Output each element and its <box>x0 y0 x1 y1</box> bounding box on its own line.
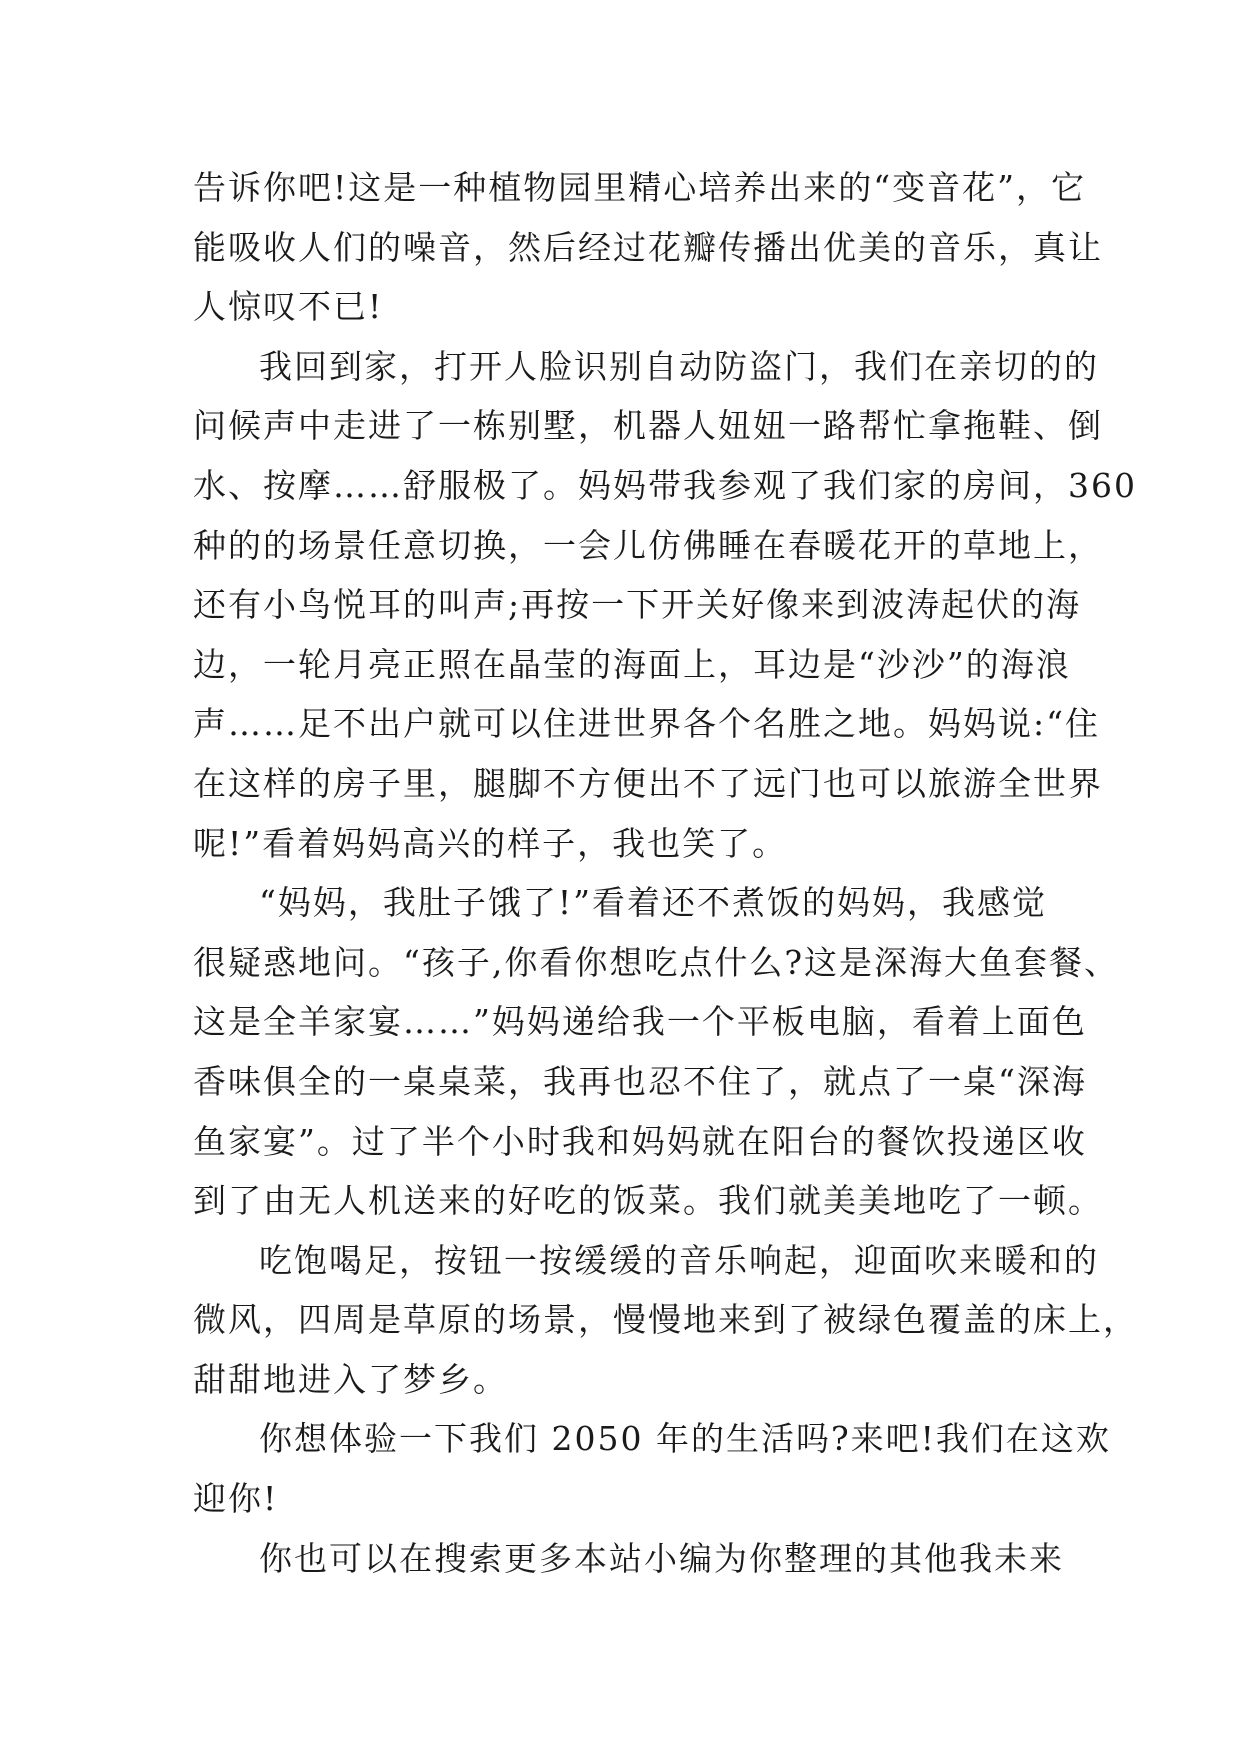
paragraph-line: 边，一轮月亮正照在晶莹的海面上，耳边是“沙沙”的海浪 <box>193 644 1071 684</box>
paragraph-line: 甜甜地进入了梦乡。 <box>193 1359 508 1399</box>
paragraph-line: 微风，四周是草原的场景，慢慢地来到了被绿色覆盖的床上， <box>193 1300 1138 1340</box>
paragraph-line: 种的的场景任意切换，一会儿仿佛睡在春暖花开的草地上， <box>193 525 1103 565</box>
paragraph-line: 这是全羊家宴……”妈妈递给我一个平板电脑，看着上面色 <box>193 1002 1087 1042</box>
article-body <box>193 158 1138 1588</box>
paragraph-first-line: 你也可以在搜索更多本站小编为你整理的其他我未来 <box>259 1538 1064 1578</box>
paragraph-line: 声……足不出户就可以住进世界各个名胜之地。妈妈说:“住 <box>193 704 1100 744</box>
paragraph-line: 能吸收人们的噪音，然后经过花瓣传播出优美的音乐，真让 <box>193 227 1103 267</box>
paragraph-line: 问候声中走进了一栋别墅，机器人妞妞一路帮忙拿拖鞋、倒 <box>193 406 1103 446</box>
paragraph-line: 在这样的房子里，腿脚不方便出不了远门也可以旅游全世界 <box>193 763 1103 803</box>
paragraph-line: 人惊叹不已! <box>193 287 384 327</box>
paragraph-first-line: 吃饱喝足，按钮一按缓缓的音乐响起，迎面吹来暖和的 <box>259 1240 1099 1280</box>
paragraph-line: 呢!”看着妈妈高兴的样子，我也笑了。 <box>193 823 788 863</box>
paragraph-line: 告诉你吧!这是一种植物园里精心培养出来的“变音花”，它 <box>193 168 1087 207</box>
paragraph-line: 还有小鸟悦耳的叫声;再按一下开关好像来到波涛起伏的海 <box>193 585 1082 625</box>
paragraph-line: 迎你! <box>193 1479 279 1519</box>
paragraph-line: 香味俱全的一桌桌菜，我再也忍不住了，就点了一桌“深海 <box>193 1061 1087 1101</box>
paragraph-first-line: 我回到家，打开人脸识别自动防盗门，我们在亲切的的 <box>259 346 1099 386</box>
paragraph-line: 鱼家宴”。过了半个小时我和妈妈就在阳台的餐饮投递区收 <box>193 1121 1087 1161</box>
paragraph-first-line: “妈妈，我肚子饿了!”看着还不煮饭的妈妈，我感觉 <box>259 883 1048 923</box>
paragraph-line: 到了由无人机送来的好吃的饭菜。我们就美美地吃了一顿。 <box>193 1181 1103 1221</box>
paragraph-line: 水、按摩……舒服极了。妈妈带我参观了我们家的房间，360 <box>193 465 1137 505</box>
paragraph-line: 很疑惑地问。“孩子,你看你想吃点什么?这是深海大鱼套餐、 <box>193 942 1120 982</box>
paragraph-first-line: 你想体验一下我们 2050 年的生活吗?来吧!我们在这欢 <box>259 1419 1111 1459</box>
